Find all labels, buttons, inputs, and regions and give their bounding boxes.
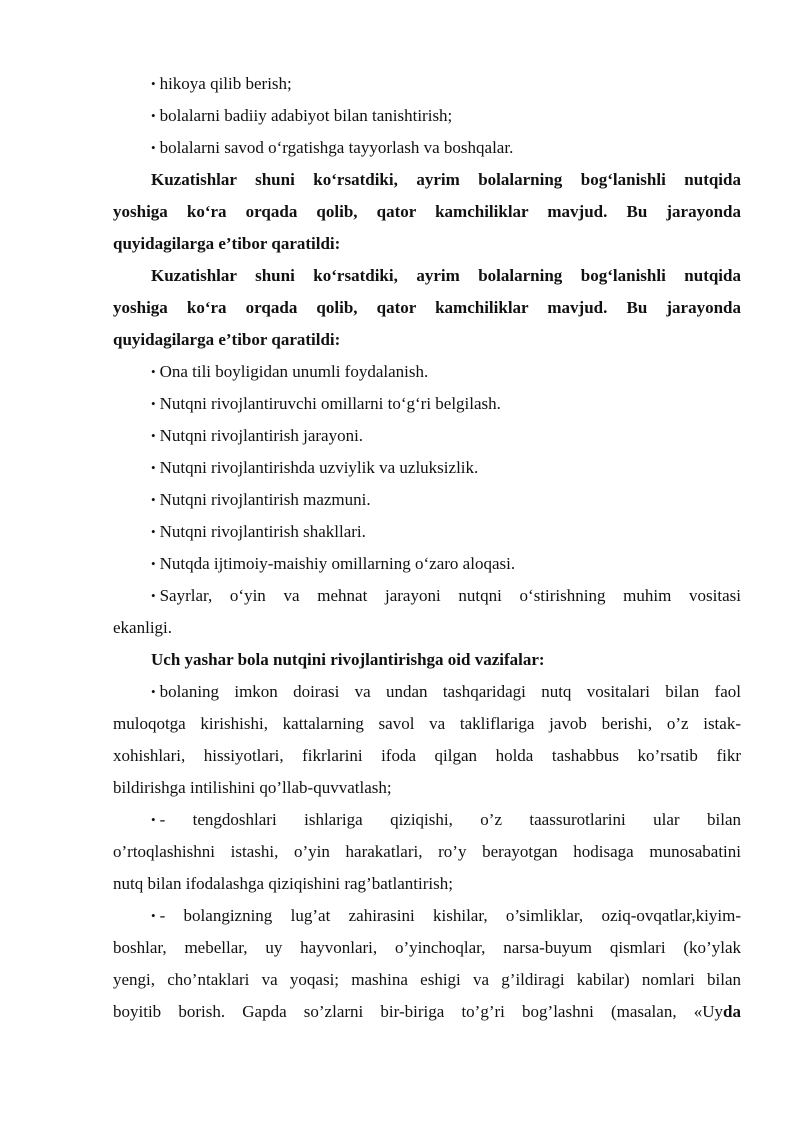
bullet-marker: • <box>151 428 156 443</box>
bullet-item <box>113 388 741 420</box>
section-heading: Uch yashar bola nutqini rivojlantirishga oid vazifalar: <box>151 650 545 669</box>
bullet-item <box>113 548 741 580</box>
bullet-item <box>113 484 741 516</box>
bullet-item <box>113 100 741 132</box>
bullet-item <box>113 580 741 612</box>
bold-paragraph-line: Kuzatishlar shuni ko‘rsatdiki, ayrim bolalarning bog‘lanishli nutqida <box>151 170 741 189</box>
bullet-marker: • <box>151 396 156 411</box>
bullet-marker: • <box>151 588 156 603</box>
bold-paragraph-line: Kuzatishlar shuni ko‘rsatdiki, ayrim bolalarning bog‘lanishli nutqida <box>151 266 741 285</box>
bullet-item <box>113 452 741 484</box>
bullet-text: hikoya qilib berish; <box>159 74 292 93</box>
bullet-marker: • <box>151 364 156 379</box>
paragraph-text: boyitib borish. Gapda so’zlarni bir-biriga to’g’ri bog’lashni (masalan, «Uy <box>113 1002 724 1021</box>
paragraph-line: xohishlari, hissiyotlari, fikrlarini ifoda qilgan holda tashabbus ko’rsatib fikr <box>113 746 741 765</box>
paragraph-line: muloqotga kirishishi, kattalarning savol va takliflariga javob berishi, o’z istak- <box>113 714 741 733</box>
bullet-text: Nutqda ijtimoiy-maishiy omillarning o‘zaro aloqasi. <box>159 554 516 573</box>
bullet-marker: • <box>151 76 156 91</box>
bold-paragraph-line: yoshiga ko‘ra orqada qolib, qator kamchiliklar mavjud. Bu jarayonda <box>113 202 741 221</box>
bullet-text: bolalarni savod o‘rgatishga tayyorlash va boshqalar. <box>159 138 514 157</box>
paragraph-line: yengi, cho’ntaklari va yoqasi; mashina eshigi va g’ildiragi kabilar) nomlari bilan <box>113 970 741 989</box>
paragraph-line: bildirishga intilishini qo’llab-quvvatlash; <box>113 778 392 797</box>
document-page <box>113 68 741 1028</box>
paragraph-line: nutq bilan ifodalashga qiziqishini rag’batlantirish; <box>113 874 453 893</box>
bullet-marker: • <box>151 108 156 123</box>
bullet-item <box>113 900 741 932</box>
paragraph-line <box>113 996 741 1028</box>
bold-paragraph-line: yoshiga ko‘ra orqada qolib, qator kamchiliklar mavjud. Bu jarayonda <box>113 298 741 317</box>
bullet-marker: • <box>151 908 156 923</box>
bullet-marker: • <box>151 684 156 699</box>
bullet-marker: • <box>151 812 156 827</box>
bullet-text: Nutqni rivojlantirish shakllari. <box>159 522 366 541</box>
bullet-item <box>113 516 741 548</box>
bullet-text: - bolangizning lug’at zahirasini kishilar, o’simliklar, oziq-ovqatlar,kiyim- <box>159 906 741 925</box>
bullet-marker: • <box>151 556 156 571</box>
bullet-marker: • <box>151 140 156 155</box>
bullet-text: Nutqni rivojlantirish mazmuni. <box>159 490 371 509</box>
bullet-text: - tengdoshlari ishlariga qiziqishi, o’z taassurotlarini ular bilan <box>159 810 741 829</box>
bullet-text: bolalarni badiiy adabiyot bilan tanishtirish; <box>159 106 453 125</box>
bullet-marker: • <box>151 524 156 539</box>
bullet-item <box>113 804 741 836</box>
paragraph-line: o’rtoqlashishni istashi, o’yin harakatlari, ro’y berayotgan hodisaga munosabatini <box>113 842 741 861</box>
bullet-item <box>113 132 741 164</box>
bullet-marker: • <box>151 460 156 475</box>
paragraph-line: ekanligi. <box>113 618 173 637</box>
bullet-item <box>113 420 741 452</box>
bullet-text: Sayrlar, o‘yin va mehnat jarayoni nutqni o‘stirishning muhim vositasi <box>159 586 741 605</box>
bullet-item <box>113 356 741 388</box>
bullet-text: Ona tili boyligidan unumli foydalanish. <box>159 362 429 381</box>
bullet-text: Nutqni rivojlantirishda uzviylik va uzluksizlik. <box>159 458 479 477</box>
bullet-text: bolaning imkon doirasi va undan tashqaridagi nutq vositalari bilan faol <box>159 682 741 701</box>
bullet-marker: • <box>151 492 156 507</box>
bullet-item <box>113 68 741 100</box>
bullet-item <box>113 676 741 708</box>
bold-paragraph-line: quyidagilarga e’tibor qaratildi: <box>113 330 341 349</box>
bold-paragraph-line: quyidagilarga e’tibor qaratildi: <box>113 234 341 253</box>
bullet-text: Nutqni rivojlantirish jarayoni. <box>159 426 364 445</box>
bold-suffix: da <box>723 1002 741 1021</box>
paragraph-line: boshlar, mebellar, uy hayvonlari, o’yinchoqlar, narsa-buyum qismlari (ko’ylak <box>113 938 741 957</box>
bullet-text: Nutqni rivojlantiruvchi omillarni to‘g‘ri belgilash. <box>159 394 501 413</box>
